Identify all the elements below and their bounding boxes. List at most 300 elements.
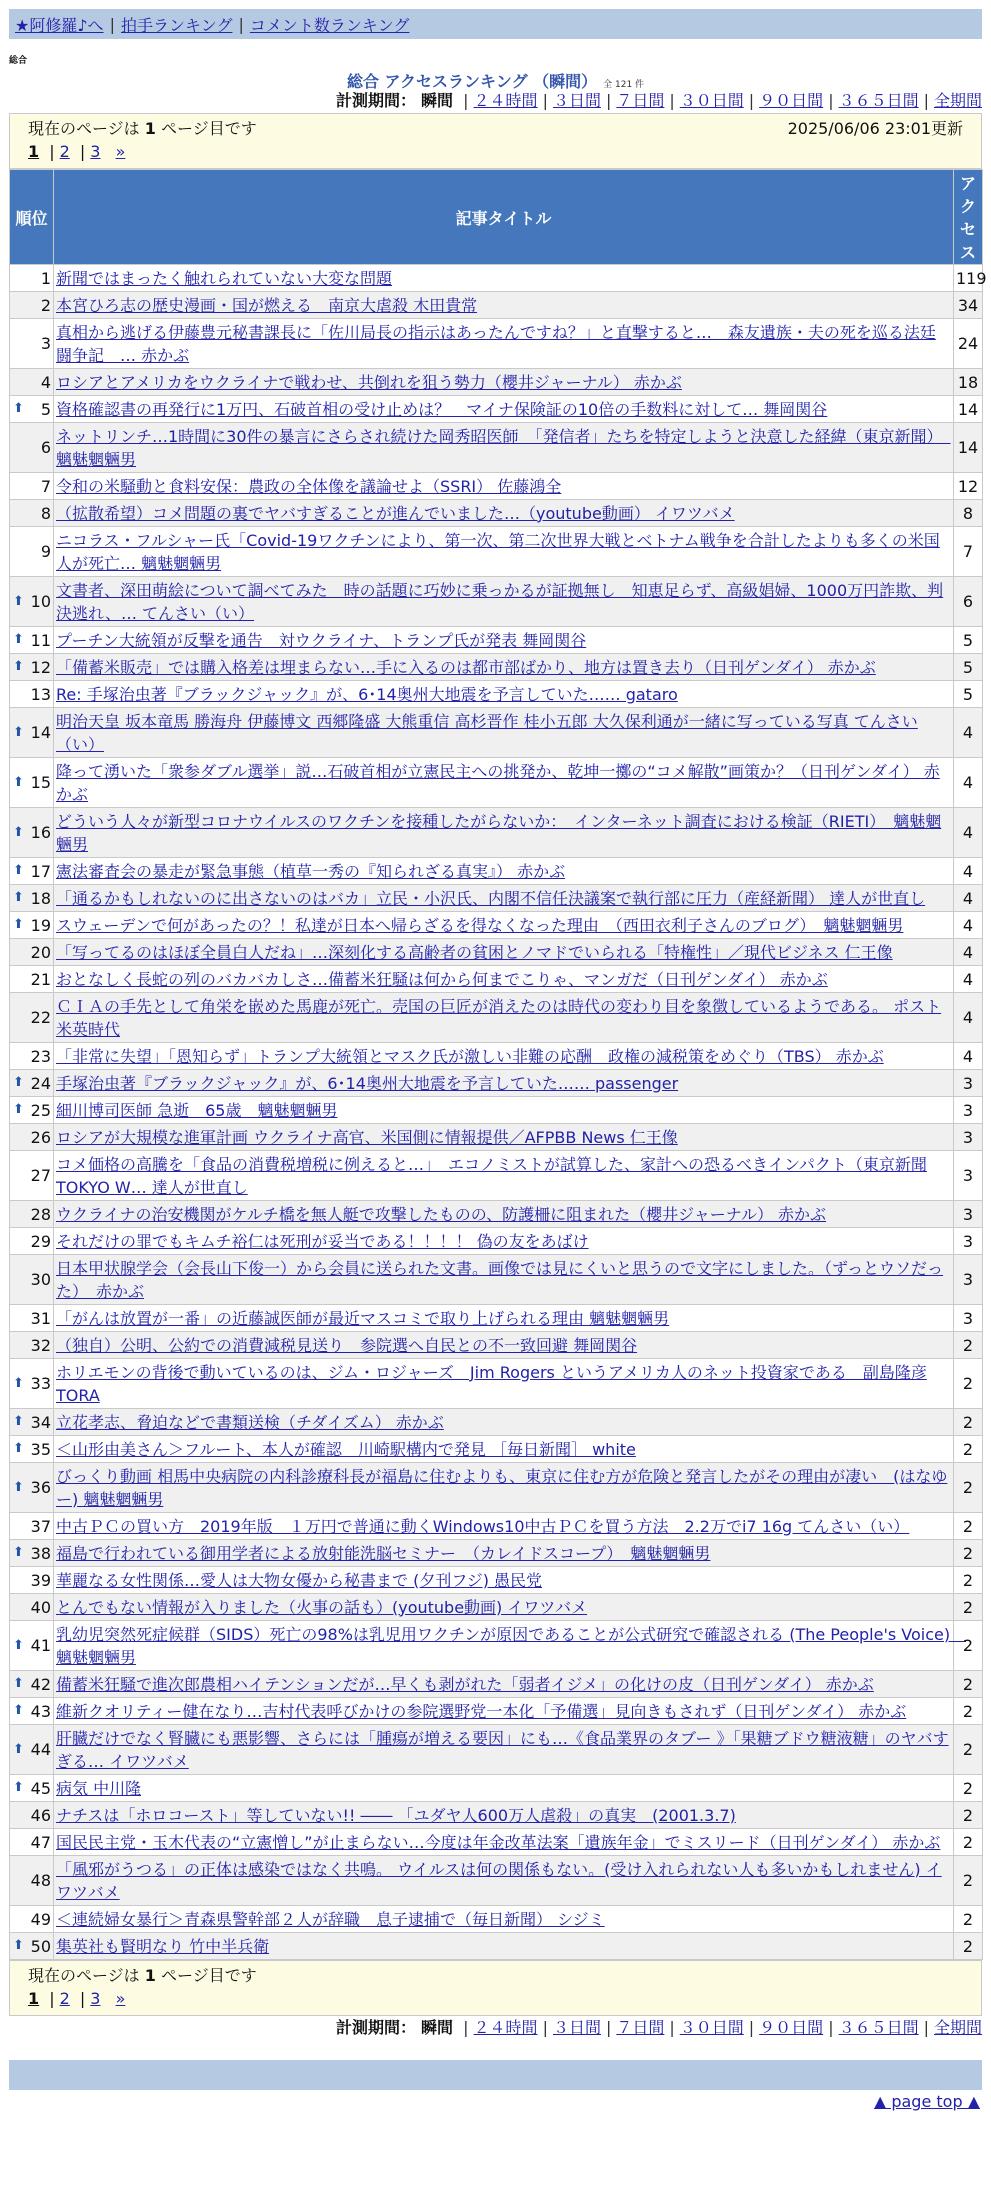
table-row: [10, 1436, 983, 1463]
rank-number: 2: [40, 295, 51, 315]
table-row: [10, 1621, 983, 1671]
access-header: アクセス: [954, 170, 983, 265]
rank-cell: [10, 1540, 54, 1567]
ranking-table: [9, 169, 987, 1960]
access-count: 4: [954, 966, 983, 993]
page-title: [9, 69, 982, 89]
table-row: [10, 527, 983, 577]
separator: |: [542, 2018, 548, 2037]
article-link[interactable]: ウクライナの治安機関がケルチ橋を無人艇で攻撃したものの、防護柵に阻まれた（櫻井ジャーナル） 赤かぶ: [56, 1204, 827, 1224]
article-link[interactable]: 日本甲状腺学会（会長山下俊一）から会員に送られた文書。画像では見にくいと思うので文字にしました。（ずっとウソだった） 赤かぶ: [56, 1258, 944, 1301]
top-nav: [9, 9, 982, 39]
title-cell: [54, 993, 954, 1043]
rank-cell: [10, 627, 54, 654]
rank-cell: [10, 1802, 54, 1829]
rank-number: 30: [30, 1270, 51, 1289]
article-link[interactable]: ＜連続婦女暴行＞青森県警幹部２人が辞職 息子逮捕で（毎日新聞） シジミ: [56, 1909, 605, 1929]
table-row: [10, 1725, 983, 1775]
rank-number: 41: [30, 1636, 51, 1655]
separator: |: [669, 91, 675, 110]
table-row: [10, 1513, 983, 1540]
page-current: 1: [28, 1989, 40, 2008]
up-arrow-icon: ⬆: [13, 916, 24, 932]
rank-number: 10: [30, 592, 51, 611]
rank-cell: [10, 1671, 54, 1698]
article-link[interactable]: 明治天皇 坂本竜馬 勝海舟 伊藤博文 西郷隆盛 大熊重信 高杉晋作 桂小五郎 大久保利通が一緒に写っている写真 てんさい（い）: [56, 711, 918, 754]
rank-cell: [10, 1043, 54, 1070]
table-row: [10, 1829, 983, 1856]
title-cell: [54, 319, 954, 369]
access-count: 4: [954, 808, 983, 858]
pager-top: [9, 113, 982, 169]
table-row: [10, 1070, 983, 1097]
period-link[interactable]: ３０日間: [679, 91, 744, 110]
page-top-link[interactable]: ▲ page top ▲: [873, 2092, 980, 2111]
period-link[interactable]: ９０日間: [759, 91, 824, 110]
article-link[interactable]: 「通るかもしれないのに出さないのはバカ」立民・小沢氏、内閣不信任決議案で執行部に圧力（産経新聞） 達人が世直し: [56, 888, 926, 908]
article-link[interactable]: 中古ＰＣの買い方 2019年版 １万円で普通に動くWindows10中古ＰＣを買う方法 2.2万でi7 16g てんさい（い）: [56, 1516, 910, 1536]
period-link[interactable]: 全期間: [933, 2018, 982, 2037]
period-link[interactable]: ３日間: [552, 2018, 601, 2037]
separator: |: [542, 91, 548, 110]
article-link[interactable]: 華麗なる女性関係…愛人は大物女優から秘書まで (夕刊フジ) 愚民党: [56, 1570, 543, 1590]
pager-bottom: [9, 1960, 982, 2016]
table-row: [10, 265, 983, 292]
access-count: 2: [954, 1409, 983, 1436]
rank-cell: [10, 1201, 54, 1228]
table-row: [10, 500, 983, 527]
title-cell: [54, 966, 954, 993]
article-link[interactable]: 肝臓だけでなく腎臓にも悪影響、さらには「腫瘍が増える要因」にも…《食品業界のタブー 》「果糖ブドウ糖液糖」のヤバすぎる… イワツバメ: [56, 1728, 949, 1771]
rank-number: 38: [30, 1543, 51, 1563]
title-cell: [54, 265, 954, 292]
article-link[interactable]: 国民民主党・玉木代表の“立憲憎し”が止まらない…今度は年金改革法案「遺族年金」でミスリード（日刊ゲンダイ） 赤かぶ: [56, 1832, 941, 1852]
access-count: 4: [954, 912, 983, 939]
access-count: 2: [954, 1906, 983, 1933]
article-link[interactable]: とんでもない情報が入りました（火事の話も）(youtube動画) イワツバメ: [56, 1597, 588, 1617]
rank-cell: [10, 423, 54, 473]
page-links: 1 | 2 | 3 »: [28, 1989, 126, 2008]
up-arrow-icon: ⬆: [13, 1741, 24, 1757]
table-row: [10, 292, 983, 319]
rank-cell: [10, 1070, 54, 1097]
up-arrow-icon: ⬆: [13, 724, 24, 740]
rank-cell: [10, 1409, 54, 1436]
article-link[interactable]: どういう人々が新型コロナウイルスのワクチンを接種したがらないか： インターネット調査における検証（RIETI） 魑魅魍魎男: [56, 811, 942, 854]
up-arrow-icon: ⬆: [13, 774, 24, 790]
rank-cell: [10, 1359, 54, 1409]
access-count: 2: [954, 1933, 983, 1960]
article-link[interactable]: 福島で行われている御用学者による放射能洗脳セミナー （カレイドスコープ） 魑魅魍魎男: [56, 1543, 711, 1563]
up-arrow-icon: ⬆: [13, 1413, 24, 1429]
separator: |: [605, 2018, 612, 2037]
article-link[interactable]: 新聞ではまったく触れられていない大変な問題: [56, 268, 393, 288]
title-cell: [54, 1621, 967, 1671]
article-link[interactable]: ネットリンチ…1時間に30件の暴言にさらされ続けた岡秀昭医師 「発信者」たちを特定しようと決意した経緯（東京新聞） 魑魅魍魎男: [56, 426, 951, 469]
access-count: 8: [954, 500, 983, 527]
rank-cell: [10, 1305, 54, 1332]
up-arrow-icon: ⬆: [13, 400, 24, 416]
access-count: 34: [954, 292, 983, 319]
title-cell: [54, 654, 954, 681]
rank-cell: [10, 500, 54, 527]
rank-cell: [10, 1567, 54, 1594]
separator: |: [748, 2018, 755, 2037]
period-link[interactable]: ９０日間: [759, 2018, 824, 2037]
period-link[interactable]: ７日間: [616, 2018, 665, 2037]
rank-number: 42: [30, 1674, 51, 1694]
article-link[interactable]: 「備蓄米販売」では購入格差は埋まらない…手に入るのは都市部ばかり、地方は置き去り（日刊ゲンダイ） 赤かぶ: [56, 657, 876, 677]
title-cell: [54, 858, 954, 885]
up-arrow-icon: ⬆: [13, 658, 24, 674]
article-link[interactable]: 「がんは放置が一番」の近藤誠医師が最近マスコミで取り上げられる理由 魑魅魍魎男: [56, 1308, 670, 1328]
table-row: [10, 1043, 983, 1070]
rank-number: 40: [30, 1597, 51, 1617]
article-link[interactable]: 資格確認書の再発行に1万円、石破首相の受け止めは？ マイナ保険証の10倍の手数料に対して… 舞岡関谷: [56, 399, 828, 419]
article-link[interactable]: 手塚治虫著『ブラックジャック』が、6･14奥州大地震を予言していた…… passenger: [56, 1073, 679, 1093]
period-link[interactable]: ２４時間: [473, 2018, 538, 2037]
table-row: [10, 966, 983, 993]
table-row: [10, 1775, 983, 1802]
article-link[interactable]: 備蓄米狂騒で進次郎農相ハイテンションだが…早くも剥がれた「弱者イジメ」の化けの皮（日刊ゲンダイ） 赤かぶ: [56, 1674, 874, 1694]
access-count: 4: [954, 939, 983, 966]
rank-number: 44: [30, 1740, 51, 1759]
title-cell: [54, 1829, 954, 1856]
table-row: [10, 473, 983, 500]
rank-number: 26: [30, 1127, 51, 1147]
up-arrow-icon: ⬆: [13, 1637, 24, 1653]
access-count: 14: [954, 396, 983, 423]
article-link[interactable]: 令和の米騒動と食料安保：農政の全体像を議論せよ（SSRI） 佐藤鴻全: [56, 476, 562, 496]
rank-cell: [10, 1151, 54, 1201]
article-link[interactable]: ロシアとアメリカをウクライナで戦わせ、共倒れを狙う勢力（櫻井ジャーナル） 赤かぶ: [56, 372, 682, 392]
table-row: [10, 1359, 983, 1409]
period-link[interactable]: ３０日間: [679, 2018, 744, 2037]
rank-cell: [10, 912, 54, 939]
rank-number: 28: [30, 1204, 51, 1224]
access-count: 2: [954, 1775, 983, 1802]
article-link[interactable]: 「非常に失望」「恩知らず」トランプ大統領とマスク氏が激しい非難の応酬 政権の減税策をめぐり（TBS） 赤かぶ: [56, 1046, 884, 1066]
title-cell: [54, 577, 954, 627]
access-count: 3: [954, 1255, 983, 1305]
page-status: 現在のページは 1 ページ目です: [28, 119, 257, 138]
rank-number: 17: [30, 861, 51, 881]
access-count: 2: [954, 1436, 983, 1463]
page-status: 現在のページは 1 ページ目です: [28, 1966, 257, 1985]
rank-header: 順位: [10, 170, 54, 265]
rank-cell: [10, 1436, 54, 1463]
table-row: [10, 1332, 983, 1359]
rank-cell: [10, 1097, 54, 1124]
rank-number: 13: [30, 684, 51, 704]
article-link[interactable]: 真相から逃げる伊藤豊元秘書課長に「佐川局長の指示はあったんですね？」と直撃すると… 森友遺族・夫の死を巡る法廷闘争記 … 赤かぶ: [56, 322, 936, 365]
period-link[interactable]: ２４時間: [473, 91, 538, 110]
table-row: [10, 1228, 983, 1255]
rank-number: 5: [40, 399, 51, 419]
access-count: 3: [954, 1097, 983, 1124]
title-cell: [54, 500, 954, 527]
title-cell: [54, 1151, 954, 1201]
table-row: [10, 1305, 983, 1332]
access-count: 2: [954, 1621, 983, 1671]
rank-cell: [10, 577, 54, 627]
title-cell: [54, 1698, 954, 1725]
rank-cell: [10, 319, 54, 369]
title-cell: [54, 1436, 954, 1463]
access-count: 2: [954, 1829, 983, 1856]
up-arrow-icon: ⬆: [13, 631, 24, 647]
rank-cell: [10, 1621, 54, 1671]
article-link[interactable]: 病気 中川隆: [56, 1778, 142, 1798]
period-link[interactable]: ３６５日間: [838, 2018, 919, 2037]
table-row: [10, 627, 983, 654]
rank-cell: [10, 1698, 54, 1725]
article-link[interactable]: コメ価格の高騰を「食品の消費税増税に例えると…」 エコノミストが試算した、家計への恐るべきインパクト（東京新聞TOKYO W… 達人が世直し: [56, 1154, 927, 1197]
period-link[interactable]: ７日間: [616, 91, 665, 110]
up-arrow-icon: ⬆: [13, 1779, 24, 1795]
table-row: [10, 1540, 983, 1567]
page-link-2[interactable]: 2: [59, 142, 70, 161]
title-cell: [54, 681, 954, 708]
access-count: 4: [954, 1043, 983, 1070]
up-arrow-icon: ⬆: [13, 1375, 24, 1391]
table-row: [10, 708, 983, 758]
article-link[interactable]: それだけの罪でもキムチ裕仁は死刑が妥当である！！！！ 偽の友をあばけ: [56, 1231, 589, 1251]
access-count: 5: [954, 627, 983, 654]
article-link[interactable]: ナチスは「ホロコースト」等していない!! ―― 「ユダヤ人600万人虐殺」の真実 (2001.3.7): [56, 1805, 736, 1825]
article-link[interactable]: 細川博司医師 急逝 65歳 魑魅魍魎男: [56, 1100, 338, 1120]
rank-number: 35: [30, 1439, 51, 1459]
rank-cell: [10, 1775, 54, 1802]
comments-ranking-link[interactable]: コメント数ランキング: [249, 15, 410, 35]
title-cell: [54, 1070, 954, 1097]
rank-cell: [10, 654, 54, 681]
rank-number: 4: [40, 372, 51, 392]
home-link[interactable]: ★阿修羅♪へ: [15, 15, 104, 35]
title-header: 記事タイトル: [54, 170, 954, 265]
table-row: [10, 1906, 983, 1933]
table-row: [10, 808, 983, 858]
title-cell: [54, 1725, 954, 1775]
article-link[interactable]: （独自）公明、公約での消費減税見送り 参院選へ自民との不一致回避 舞岡関谷: [56, 1335, 638, 1355]
access-count: 6: [954, 577, 983, 627]
next-page-link[interactable]: »: [115, 142, 126, 161]
article-link[interactable]: 維新クオリティー健在なり…吉村代表呼びかけの参院選野党一本化「予備選」見向きもされず（日刊ゲンダイ） 赤かぶ: [56, 1701, 907, 1721]
period-link[interactable]: ３６５日間: [838, 91, 919, 110]
period-link[interactable]: ３日間: [552, 91, 601, 110]
rank-number: 49: [30, 1909, 51, 1929]
rank-number: 7: [40, 476, 51, 496]
article-link[interactable]: スウェーデンで何があったの？！私達が日本へ帰らざるを得なくなった理由 （西田衣利子さんのブログ） 魑魅魍魎男: [56, 915, 904, 935]
access-count: 2: [954, 1594, 983, 1621]
access-count: 2: [954, 1540, 983, 1567]
table-row: [10, 654, 983, 681]
article-link[interactable]: Re: 手塚治虫著『ブラックジャック』が、6･14奥州大地震を予言していた…… gataro: [56, 684, 678, 704]
period-current: 瞬間: [421, 2018, 454, 2037]
access-count: 4: [954, 858, 983, 885]
access-count: 18: [954, 369, 983, 396]
article-link[interactable]: （拡散希望）コメ問題の裏でヤバすぎることが進んでいました…（youtube動画） イワツバメ: [56, 503, 735, 523]
article-link[interactable]: 「風邪がうつる」の正体は感染ではなく共鳴。 ウイルスは何の関係もない。(受け入れられない人も多いかもしれません) イワツバメ: [56, 1859, 942, 1902]
title-cell: [54, 1043, 954, 1070]
rank-number: 3: [40, 334, 51, 353]
access-count: 3: [954, 1201, 983, 1228]
up-arrow-icon: ⬆: [13, 1440, 24, 1456]
period-link[interactable]: 全期間: [933, 91, 982, 110]
period-current: 瞬間: [421, 91, 454, 110]
article-link[interactable]: びっくり動画 相馬中央病院の内科診療科長が福島に住むよりも、東京に住む方が危険と発言したがその理由が凄い (はなゆー) 魑魅魍魎男: [56, 1466, 948, 1509]
rank-number: 12: [30, 657, 51, 677]
rank-cell: [10, 1933, 54, 1960]
rank-cell: [10, 1228, 54, 1255]
separator: |: [109, 14, 115, 34]
article-link[interactable]: ＜山形由美さん＞フルート、本人が確認 川崎駅構内で発見 ［毎日新聞］ white: [56, 1439, 636, 1459]
access-count: 2: [954, 1463, 983, 1513]
title-cell: [54, 912, 954, 939]
up-arrow-icon: ⬆: [13, 1702, 24, 1718]
table-row: [10, 1594, 983, 1621]
claps-ranking-link[interactable]: 拍手ランキング: [120, 15, 233, 35]
article-link[interactable]: 文書者、深田萌絵について調べてみた 時の話題に巧妙に乗っかるが証拠無し 知恵足らず、高級娼婦、1000万円詐欺、判決逃れ、… てんさい（い）: [56, 580, 944, 623]
access-count: 2: [954, 1567, 983, 1594]
article-link[interactable]: 集英社も賢明なり 竹中半兵衛: [56, 1936, 270, 1956]
access-count: 2: [954, 1332, 983, 1359]
table-row: [10, 577, 983, 627]
title-cell: [54, 1567, 954, 1594]
article-link[interactable]: 乳幼児突然死症候群（SIDS）死亡の98%は乳児用ワクチンが原因であることが公式研究で確認される (The People's Voice) 魑魅魍魎男: [56, 1624, 967, 1667]
access-count: 3: [954, 1151, 983, 1201]
rank-number: 37: [30, 1516, 51, 1536]
item-count: 全 121 件: [603, 80, 645, 90]
rank-number: 24: [30, 1073, 51, 1093]
access-count: 3: [954, 1228, 983, 1255]
title-cell: [54, 1124, 954, 1151]
period-label: 計測期間：: [335, 2018, 416, 2037]
separator: |: [828, 2018, 834, 2037]
page-current: 1: [28, 142, 40, 161]
rank-number: 47: [30, 1832, 51, 1852]
access-count: 4: [954, 885, 983, 912]
table-row: [10, 858, 983, 885]
access-count: 4: [954, 758, 983, 808]
rank-cell: [10, 939, 54, 966]
rank-number: 18: [30, 888, 51, 908]
title-cell: [54, 758, 954, 808]
title-cell: [54, 473, 954, 500]
article-link[interactable]: ロシアが大規模な進軍計画 ウクライナ高官、米国側に情報提供／AFPBB News 仁王像: [56, 1127, 678, 1147]
up-arrow-icon: ⬆: [13, 1675, 24, 1691]
separator: |: [748, 91, 755, 110]
access-count: 7: [954, 527, 983, 577]
table-row: [10, 1856, 983, 1906]
table-row: [10, 681, 983, 708]
table-row: [10, 1698, 983, 1725]
table-row: [10, 1151, 983, 1201]
up-arrow-icon: ⬆: [13, 889, 24, 905]
table-row: [10, 912, 983, 939]
rank-cell: [10, 292, 54, 319]
updated-time: 2025/06/06 23:01更新: [787, 119, 963, 138]
rank-number: 39: [30, 1570, 51, 1590]
title-cell: [54, 423, 954, 473]
title-cell: [54, 1201, 954, 1228]
title-cell: [54, 1332, 954, 1359]
title-cell: [54, 1463, 954, 1513]
rank-number: 33: [30, 1374, 51, 1393]
title-cell: [54, 527, 954, 577]
article-link[interactable]: ＣＩＡの手先として角栄を嵌めた馬鹿が死亡。売国の巨匠が消えたのは時代の変わり目を象徴しているようである。 ポスト米英時代: [56, 996, 942, 1039]
rank-number: 23: [30, 1046, 51, 1066]
page-link-3[interactable]: 3: [90, 1989, 101, 2008]
title-cell: [54, 1594, 954, 1621]
rank-cell: [10, 681, 54, 708]
table-row: [10, 885, 983, 912]
rank-number: 45: [30, 1778, 51, 1798]
separator: |: [463, 91, 469, 110]
separator: |: [669, 2018, 675, 2037]
title-cell: [54, 808, 954, 858]
page-link-3[interactable]: 3: [90, 142, 101, 161]
article-link[interactable]: 本宮ひろ志の歴史漫画・国が燃える 南京大虐殺 木田貴常: [56, 295, 478, 315]
rank-number: 29: [30, 1231, 51, 1251]
title-cell: [54, 1540, 954, 1567]
page-link-2[interactable]: 2: [59, 1989, 70, 2008]
rank-cell: [10, 473, 54, 500]
title-cell: [54, 1255, 954, 1305]
access-count: 3: [954, 1124, 983, 1151]
rank-number: 36: [30, 1478, 51, 1497]
title-cell: [54, 292, 954, 319]
rank-number: 8: [40, 503, 51, 523]
rank-cell: [10, 708, 54, 758]
rank-number: 19: [30, 915, 51, 935]
table-row: [10, 1255, 983, 1305]
rank-cell: [10, 1124, 54, 1151]
access-count: 5: [954, 654, 983, 681]
article-link[interactable]: おとなしく長蛇の列のバカバカしさ…備蓄米狂騒は何から何までこりゃ、マンガだ（日刊ゲンダイ） 赤かぶ: [56, 969, 828, 989]
rank-cell: [10, 993, 54, 1043]
article-link[interactable]: 降って湧いた「衆参ダブル選挙」説…石破首相が立憲民主への挑発か、乾坤一擲の“コメ解散”画策か？（日刊ゲンダイ） 赤かぶ: [56, 761, 940, 804]
access-count: 2: [954, 1802, 983, 1829]
title-cell: [54, 1305, 954, 1332]
rank-number: 27: [30, 1166, 51, 1185]
article-link[interactable]: ニコラス・フルシャー氏「Covid-19ワクチンにより、第一次、第二次世界大戦とベトナム戦争を合計したよりも多くの米国人が死亡… 魑魅魍魎男: [56, 530, 940, 573]
rank-number: 14: [30, 723, 51, 742]
access-count: 14: [954, 423, 983, 473]
article-link[interactable]: プーチン大統領が反撃を通告 対ウクライナ、トランプ氏が発表 舞岡関谷: [56, 630, 587, 650]
rank-number: 34: [30, 1412, 51, 1432]
access-count: 2: [954, 1725, 983, 1775]
access-count: 2: [954, 1513, 983, 1540]
article-link[interactable]: 「写ってるのはほぼ全員白人だね」…深刻化する高齢者の貧困とノマドでいられる「特権性」／現代ビジネス 仁王像: [56, 942, 893, 962]
title-cell: [54, 1802, 954, 1829]
rank-number: 22: [30, 1008, 51, 1027]
access-count: 3: [954, 1070, 983, 1097]
rank-number: 32: [30, 1335, 51, 1355]
article-link[interactable]: 憲法審査会の暴走が緊急事態（植草一秀の『知られざる真実』） 赤かぶ: [56, 861, 566, 881]
access-count: 2: [954, 1671, 983, 1698]
article-link[interactable]: 立花孝志、脅迫などで書類送検（チダイズム） 赤かぶ: [56, 1412, 444, 1432]
rank-cell: [10, 966, 54, 993]
rank-number: 9: [40, 542, 51, 561]
title-cell: [54, 1359, 954, 1409]
rank-number: 20: [30, 942, 51, 962]
table-row: [10, 369, 983, 396]
next-page-link[interactable]: »: [115, 1989, 126, 2008]
title-cell: [54, 1906, 954, 1933]
article-link[interactable]: ホリエモンの背後で動いているのは、ジム・ロジャーズ Jim Rogers というアメリカ人のネット投資家である 副島隆彦 TORA: [56, 1362, 927, 1405]
table-row: [10, 1409, 983, 1436]
